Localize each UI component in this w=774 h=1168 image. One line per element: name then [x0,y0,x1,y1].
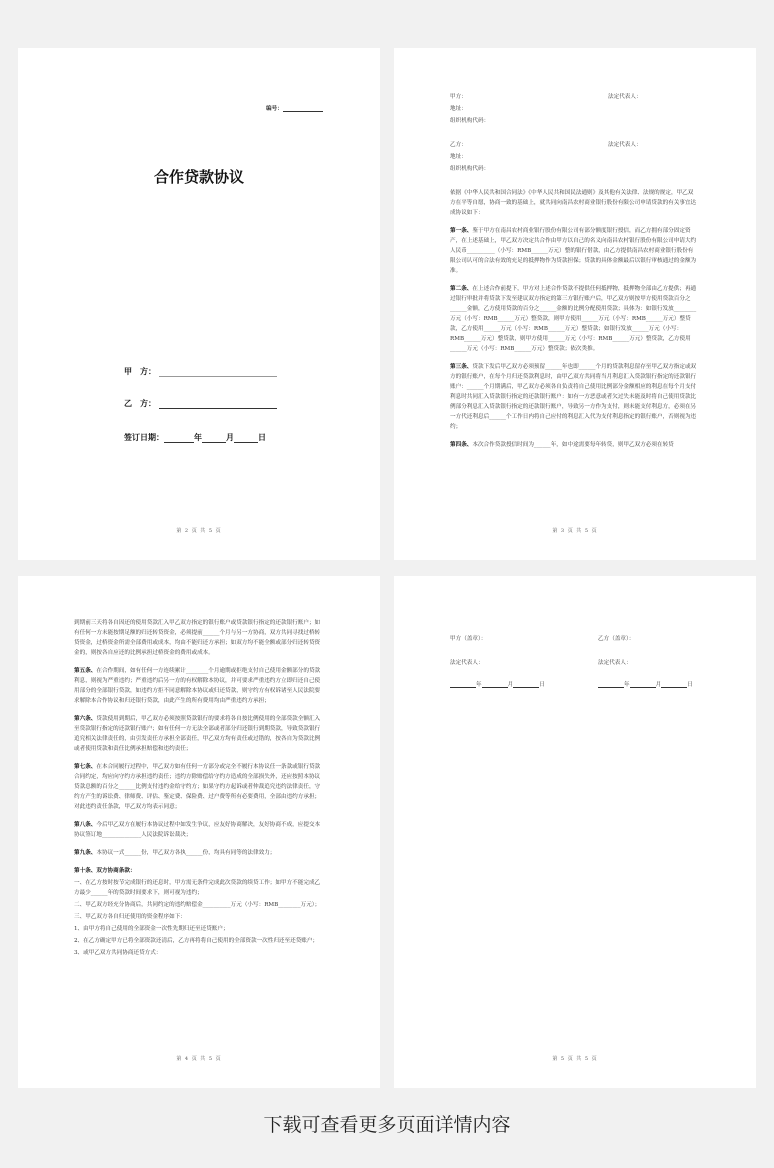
article-6 [74,714,322,754]
party-b-label: 乙方： [450,142,467,148]
legal-rep-a-label: 法定代表人： [450,660,484,666]
intro-paragraph: 依据《中华人民共和国合同法》《中华人民共和国民法通则》及其他有关法律、法规的规定，甲乙双方在平等自愿，协商一致的基础上，就共同向南昌农村商业银行股份有限公司申请贷款的有关事宜达成协议如下： [450,190,697,216]
number-blank [283,111,323,112]
party-b-blank [159,408,277,409]
year-blank [164,442,194,443]
address-b-label: 地址： [450,154,467,160]
party-a-label: 甲 方： [124,367,156,376]
page-number: 第 2 页 共 5 页 [176,528,222,534]
month-blank [482,687,508,688]
year-blank [598,687,624,688]
date-b-row [598,680,693,688]
number-label: 编号： [266,106,283,112]
article-9-text: 本协议一式______份，甲乙双方各执______份，均具有同等的法律效力； [96,850,276,856]
article-3-text: 贷款下发后甲乙双方必须预留______年也即______个月的贷款利息留存至甲乙双方指定或双方的银行账户，在每个月归还贷款利息时，由甲乙双方共同将当月利息汇入贷款银行指定的还款银行账户：______个月期满后，甲乙双方必须各自负责将自己使用比例部分金额相应的利息在每个月支付利息时共同汇入贷款银行指定的还款银行账户：如有一方恶意或者欠过失未能及时将自己使用贷款比例部分利息汇入贷款银行指定的还款银行账户，导致另一方作为支付，则未能支付利息方，必须在另一方代还利息后______个工作日内将自己应付的利息汇入代为支付利息指定的银行账户，否则视为违约； [450,364,697,430]
article-7 [74,762,322,812]
party-a-row [124,366,277,377]
article-5 [74,666,322,706]
article-10-heading-text: 第十条、双方协商条款： [74,868,136,874]
address-a-label: 地址： [450,106,467,112]
document-page-3 [18,576,380,1088]
article-10-heading [74,866,322,876]
article-4 [450,440,698,450]
page-number: 第 5 页 共 5 页 [552,1056,598,1062]
party-a-blank [159,376,277,377]
article-10-item-3-3: 3、或甲乙双方共同协商还贷方式： [74,950,162,956]
date-a-row [450,680,545,688]
day-blank [661,687,687,688]
document-page-2 [394,48,756,560]
article-10-item-1: 一、在乙方按时按节完成银行的还息时，甲方需无条件完成此次贷款的续贷工作；如甲方不能完成乙方最少______年的贷款时间要求下，则可视为违约； [74,880,321,896]
article-8-text: 今后甲乙双方在履行本协议过程中如发生争议，应友好协商解决，友好协商不成，应提交本协议签订地______________人民法院诉讼裁决； [74,822,321,838]
day-label: 日 [258,433,266,442]
sign-date-row [124,432,266,443]
legal-rep-b-label: 法定代表人： [598,660,632,666]
year-label: 年 [624,682,630,688]
article-3-heading: 第三条、 [450,364,473,370]
month-label: 月 [507,682,514,688]
article-10-item-3-2: 2、在乙方确定甲方已将全部资款还清后，乙方再将将自己使用的全部资款一次性归还至还贷账户； [74,938,319,944]
article-1 [450,226,698,276]
org-code-a-label: 组织机构代码： [450,118,490,124]
article-3 [450,362,698,432]
org-code-b-label: 组织机构代码： [450,166,490,172]
article-2-heading: 第二条、 [450,286,473,292]
page-number: 第 3 页 共 5 页 [552,528,598,534]
party-a-label: 甲方： [450,94,467,100]
article-5-heading: 第五条、 [74,668,97,674]
article-10-item-3: 三、甲乙双方各自归还使用的资金程序如下： [74,914,186,920]
article-10-item-2: 二、甲乙双方经充分协商后，共同约定的违约赔偿金__________万元（小写：RMB________万元）； [74,902,321,908]
article-5-text: 在合作期间，如有任何一方连续累计________个月逾期或拒绝支付自己使用金额部分的贷款利息，则视为严重违约；严重违约后另一方的有权解除本协议，并可要求严重违约方立即归还自己使用部分的全部银行贷款，如违约方拒不同意解除本协议或归还贷款，则守约方有权诉诸至人民法院要求解除本合作协议和归还银行贷款，由此产生的所有费用均由严重违约方承担； [74,668,321,704]
number-field [266,104,323,112]
legal-rep-b-label: 法定代表人： [608,142,642,148]
month-label: 月 [655,682,662,688]
article-8 [74,820,322,840]
article-1-text: 鉴于甲方在南昌农村商业银行股份有限公司有部分额度银行授信，而乙方拥有部分固定资产，在上述基础上，甲乙双方决定共合作由甲方以自己的名义向南昌农村银行股份有限公司申请大约人民币__________（小写：RMB______万元）整的银行借款，由乙方提供南昌农村商业银行股份有限公司认可的合法有效的充足的抵押物作为贷款担保；贷款的具体金额最后以银行审核通过的金额为准。 [450,228,697,274]
article-6-text: 贷款使用到期后，甲乙双方必须按照贷款银行的要求将各自按比例使用的全部贷款全额汇入至贷款银行指定的还款银行账户；如有任何一方无法全部或者部分归还银行到期贷款，导致贷款银行追究相关法律责任的，由引发责任方承担全部责任，甲乙双方均有责任或过错的，按各自为贷款比例或者使用贷款和责任比例承担赔偿和违约责任； [74,716,321,752]
year-blank [450,687,476,688]
article-6-heading: 第六条、 [74,716,97,722]
sign-date-label: 签订日期： [124,433,164,442]
page-number: 第 4 页 共 5 页 [176,1056,222,1062]
contract-body [450,188,698,458]
article-2-text: 在上述合作前提下，甲方对上述合作贷款不提供任何抵押物，抵押物全部由乙方提供；再通过银行审批并将贷款下发至建议双方指定的第三方银行账户后，甲乙双方则按甲方使用贷款百分之______金额，乙方使用贷款的百分之______金额的比例分配使用贷款；具体为：如银行发放________万元（小写：RMB______万元）整贷款，则甲方使用______万元（小写：RMB______万元）整贷款，乙方使用______万元（小写：RMB______万元）整贷款；如银行发放______万元（小写：RMB______万元）整贷款，则甲方使用______万元（小写：RMB______万元）整贷款，乙方使用______万元（小写：RMB______万元）整贷款；依次类推。 [450,286,697,352]
article-9 [74,848,322,858]
article-7-text: 在本合同履行过程中，甲乙双方如有任何一方部分或完全不履行本协议任一条款或银行贷款合同约定，均应向守约方承担违约责任；违约方除赔偿给守约方造成的全部损失外，还应按照本协议贷款总额的百分之______比例支付违约金给守约方；如果守约方起诉或者仲裁追究违约法律责任，守约方产生的诉讼费、律师费、评估、鉴定费、保险费、过户费等所有必要费用，全部由违约方承担；对此违约责任条款，甲乙双方均表示同意； [74,764,321,810]
document-page-cover [18,48,380,560]
article-10-item-3-1: 1、由甲方将自己使用的全部资金一次性先期归还至还贷账户； [74,926,229,932]
year-label: 年 [476,682,482,688]
party-b-seal-label: 乙方（盖章）： [598,636,635,642]
download-more-caption: 下载可查看更多页面详情内容 [263,1114,511,1136]
day-label: 日 [687,682,693,688]
article-4-heading: 第四条、 [450,442,473,448]
party-a-seal-label: 甲方（盖章）： [450,636,487,642]
article-1-heading: 第一条、 [450,228,473,234]
party-b-label: 乙 方： [124,399,156,408]
article-8-heading: 第八条、 [74,822,97,828]
document-page-signatures [394,576,756,1088]
year-label: 年 [194,433,202,442]
day-blank [513,687,539,688]
document-title: 合作贷款协议 [153,168,244,186]
continued-paragraph: 到期前三天将各自因还的使用贷款汇入甲乙双方指定的银行账户或贷款银行指定的还款银行账户；如有任何一方未能按期足额的归还转贷资金，必须提前______个月与另一方协商，双方共同寻找过桥转贷资金，过桥资金所需全部费用或成本，均由不能归还方承担；如双方均不能全额或部分归还转贷资金的，则按各自应还的比例承担过桥资金的费用或成本。 [74,620,321,656]
month-label: 月 [226,433,234,442]
party-b-row [124,398,277,409]
month-blank [630,687,656,688]
article-2 [450,284,698,354]
day-blank [234,442,258,443]
month-blank [202,442,226,443]
article-9-heading: 第九条、 [74,850,97,856]
legal-rep-a-label: 法定代表人： [608,94,642,100]
contract-body [74,618,322,960]
article-7-heading: 第七条、 [74,764,97,770]
article-4-text: 本次合作贷款授信时间为______年，如中途需要每年转贷，则甲乙双方必须在转贷 [472,442,674,448]
day-label: 日 [539,682,545,688]
